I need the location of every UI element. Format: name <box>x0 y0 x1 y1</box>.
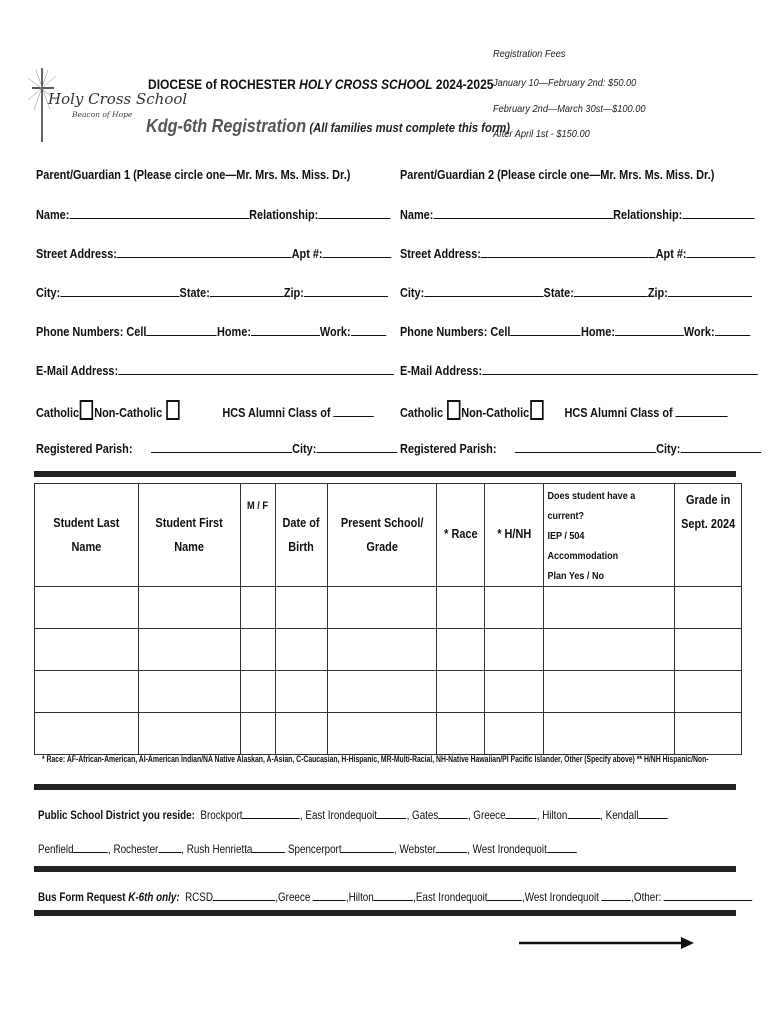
guardian1-parish-row[interactable]: Registered Parish: City: <box>36 440 397 456</box>
col-school: Present School/ Grade <box>328 484 437 587</box>
guardian1-email-row[interactable]: E-Mail Address: <box>36 362 394 378</box>
guardian2-street-row[interactable]: Street Address: Apt #: <box>400 245 755 261</box>
section-divider <box>34 866 736 872</box>
subtitle-text: Kdg-6th Registration <box>146 116 307 136</box>
table-row[interactable] <box>35 671 742 713</box>
catholic-checkbox[interactable] <box>447 400 460 420</box>
subtitle-note: (All families must complete this form) <box>306 121 510 135</box>
guardian1-phone-row[interactable]: Phone Numbers: Cell Home: Work: <box>36 323 386 339</box>
district-row-2[interactable]: Penfield , Rochester , Rush Henrietta Spencerport , Webster , West Irondequoit <box>38 840 576 856</box>
col-first-name: Student First Name <box>139 484 241 587</box>
fee-item: After April 1st - $150.00 <box>493 128 590 141</box>
arrow-right-icon <box>519 936 694 950</box>
table-header-row <box>35 484 742 587</box>
col-race: * Race <box>437 484 485 587</box>
section-divider <box>34 471 736 477</box>
col-dob: Date of Birth <box>276 484 328 587</box>
guardian1-name-row[interactable]: Name: Relationship: <box>36 206 391 222</box>
guardian2-parish-row[interactable]: Registered Parish: City: <box>400 440 761 456</box>
table-row[interactable] <box>35 713 742 755</box>
fee-item: January 10—February 2nd: $50.00 <box>493 77 637 89</box>
section-divider <box>34 910 736 916</box>
guardian2-email-row[interactable]: E-Mail Address: <box>400 362 758 378</box>
col-iep: Does student have a current? IEP / 504 Accommodation Plan Yes / No <box>544 484 675 587</box>
title-year: 2024-2025 <box>432 76 494 92</box>
guardian2-heading: Parent/Guardian 2 (Please circle one—Mr. Mrs. Ms. Miss. Dr.) <box>400 167 715 182</box>
fees-heading: Registration Fees <box>493 48 566 60</box>
logo-school-name: Holy Cross School <box>48 90 188 108</box>
guardian2-name-row[interactable]: Name: Relationship: <box>400 206 755 222</box>
guardian2-city-row[interactable]: City: State: Zip: <box>400 284 752 300</box>
col-last-name: Student Last Name <box>35 484 139 587</box>
guardian2-religion-row[interactable]: Catholic Non-Catholic HCS Alumni Class of <box>400 400 728 420</box>
guardian1-religion-row[interactable]: Catholic Non-Catholic HCS Alumni Class of <box>36 400 374 420</box>
title-prefix: DIOCESE of ROCHESTER <box>148 76 300 92</box>
catholic-checkbox[interactable] <box>80 400 93 420</box>
guardian1-heading: Parent/Guardian 1 (Please circle one—Mr. Mrs. Ms. Miss. Dr.) <box>36 167 351 182</box>
table-row[interactable] <box>35 629 742 671</box>
col-grade: Grade in Sept. 2024 <box>675 484 742 587</box>
non-catholic-checkbox[interactable] <box>530 400 543 420</box>
form-title <box>148 76 493 92</box>
table-row[interactable] <box>35 587 742 629</box>
col-hnh: * H/NH <box>485 484 544 587</box>
non-catholic-checkbox[interactable] <box>166 400 179 420</box>
guardian1-city-row[interactable]: City: State: Zip: <box>36 284 388 300</box>
form-subtitle <box>146 116 510 137</box>
guardian2-phone-row[interactable]: Phone Numbers: Cell Home: Work: <box>400 323 750 339</box>
student-table <box>34 483 742 755</box>
registration-fees <box>493 46 646 148</box>
logo-tagline: Beacon of Hope <box>72 110 133 119</box>
district-row-1[interactable]: Public School District you reside: Brockport , East Irondequoit , Gates , Greece , Hilton , Kendall <box>38 806 668 822</box>
section-divider <box>34 784 736 790</box>
race-note: * Race: AF-African-American, AI-American Indian/NA Native Alaskan, A-Asian, C-Caucasian, H-Hispanic, MR-Multi-Racial, NH-Native Hawaiian/PI Pacific Islander, Other (Specify above) ** H/NH Hispanic/Non- <box>42 754 709 764</box>
bus-form-row[interactable]: Bus Form Request K-6th only: RCSD ,Greece ,Hilton ,East Irondequoit ,West Irondequoit ,Other: <box>38 888 753 904</box>
guardian1-street-row[interactable]: Street Address: Apt #: <box>36 245 391 261</box>
title-school: HOLY CROSS SCHOOL <box>299 76 433 92</box>
fee-item: February 2nd—March 30st—$100.00 <box>493 102 646 115</box>
col-gender: M / F <box>241 484 276 587</box>
